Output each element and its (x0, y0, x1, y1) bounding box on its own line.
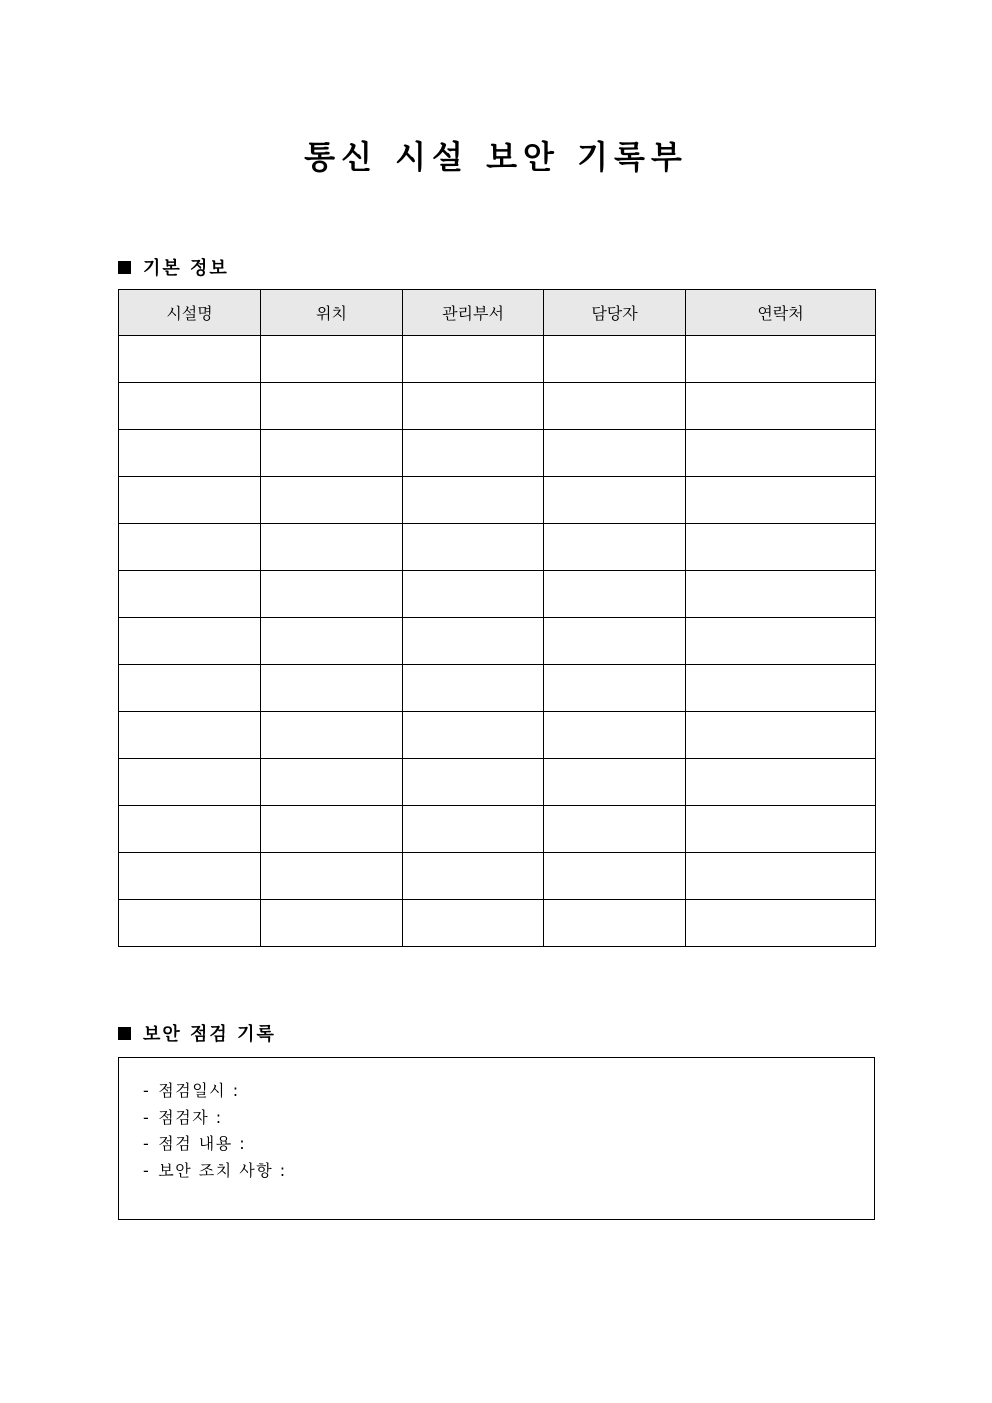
table-cell[interactable] (403, 806, 544, 853)
table-cell[interactable] (261, 571, 403, 618)
table-cell[interactable] (686, 900, 876, 947)
inspection-item-content (143, 1131, 874, 1158)
table-cell[interactable] (686, 665, 876, 712)
table-cell[interactable] (261, 806, 403, 853)
table-cell[interactable] (686, 618, 876, 665)
table-cell[interactable] (119, 712, 261, 759)
table-header-row (119, 290, 876, 336)
inspection-item-label: 점검 내용 : (158, 1134, 247, 1153)
table-cell[interactable] (403, 477, 544, 524)
inspection-item-label: 보안 조치 사항 : (158, 1160, 287, 1180)
table-cell[interactable] (261, 900, 403, 947)
inspection-list (119, 1058, 874, 1184)
table-row (119, 477, 876, 524)
table-cell[interactable] (119, 383, 261, 430)
table-row (119, 712, 876, 759)
table-cell[interactable] (686, 336, 876, 383)
table-cell[interactable] (544, 430, 686, 477)
table-row (119, 665, 876, 712)
section-heading-inspection (118, 1020, 276, 1046)
inspection-item-label: 점검일시 : (158, 1081, 240, 1100)
table-cell[interactable] (261, 759, 403, 806)
page-title: 통신 시설 보안 기록부 (304, 138, 688, 176)
table-cell[interactable] (403, 571, 544, 618)
square-bullet-icon (118, 1027, 131, 1040)
table-cell[interactable] (544, 618, 686, 665)
dash-bullet: - (143, 1107, 151, 1127)
table-cell[interactable] (686, 571, 876, 618)
table-cell[interactable] (403, 336, 544, 383)
table-body (119, 336, 876, 947)
table-row (119, 430, 876, 477)
table-cell[interactable] (544, 806, 686, 853)
table-cell[interactable] (261, 477, 403, 524)
table-cell[interactable] (119, 665, 261, 712)
table-cell[interactable] (119, 759, 261, 806)
column-header-location: 위치 (261, 290, 403, 336)
column-header-contact: 연락처 (686, 290, 876, 336)
table-cell[interactable] (403, 524, 544, 571)
table-cell[interactable] (119, 618, 261, 665)
table-cell[interactable] (544, 665, 686, 712)
table-row (119, 853, 876, 900)
table-cell[interactable] (119, 477, 261, 524)
table-cell[interactable] (686, 477, 876, 524)
table-row (119, 806, 876, 853)
inspection-item-security-actions (143, 1158, 874, 1185)
table-cell[interactable] (544, 477, 686, 524)
section-heading-label: 보안 점검 기록 (143, 1024, 276, 1045)
table-cell[interactable] (544, 853, 686, 900)
table-cell[interactable] (686, 853, 876, 900)
dash-bullet: - (143, 1081, 151, 1100)
table-cell[interactable] (119, 806, 261, 853)
table-cell[interactable] (686, 759, 876, 806)
table-cell[interactable] (403, 853, 544, 900)
dash-bullet: - (143, 1160, 151, 1180)
table-cell[interactable] (686, 806, 876, 853)
column-header-department: 관리부서 (403, 290, 544, 336)
table-cell[interactable] (403, 430, 544, 477)
table-cell[interactable] (403, 759, 544, 806)
dash-bullet: - (143, 1134, 151, 1153)
basic-info-table (118, 289, 876, 947)
table-cell[interactable] (403, 665, 544, 712)
table-cell[interactable] (403, 383, 544, 430)
table-cell[interactable] (261, 336, 403, 383)
table-cell[interactable] (119, 900, 261, 947)
table-cell[interactable] (119, 853, 261, 900)
table-row (119, 383, 876, 430)
table-row (119, 571, 876, 618)
table-cell[interactable] (261, 712, 403, 759)
table-cell[interactable] (686, 712, 876, 759)
table-cell[interactable] (119, 524, 261, 571)
table-cell[interactable] (686, 524, 876, 571)
table-cell[interactable] (544, 383, 686, 430)
table-cell[interactable] (544, 759, 686, 806)
square-bullet-icon (118, 261, 131, 274)
table-row (119, 900, 876, 947)
table-cell[interactable] (544, 336, 686, 383)
table-cell[interactable] (119, 430, 261, 477)
table-cell[interactable] (403, 900, 544, 947)
table-cell[interactable] (261, 853, 403, 900)
column-header-facility-name: 시설명 (119, 290, 261, 336)
table-cell[interactable] (261, 383, 403, 430)
table-cell[interactable] (544, 571, 686, 618)
table-row (119, 759, 876, 806)
column-header-manager: 담당자 (544, 290, 686, 336)
table-cell[interactable] (403, 712, 544, 759)
table-row (119, 524, 876, 571)
table-cell[interactable] (403, 618, 544, 665)
table-cell[interactable] (544, 712, 686, 759)
table-row (119, 336, 876, 383)
inspection-record-box (118, 1057, 875, 1220)
section-heading-basic-info (118, 254, 229, 280)
inspection-item-inspector (143, 1105, 874, 1132)
table-cell[interactable] (261, 524, 403, 571)
table-cell[interactable] (261, 618, 403, 665)
inspection-item-label: 점검자 : (158, 1107, 223, 1127)
table-cell[interactable] (544, 524, 686, 571)
table-cell[interactable] (544, 900, 686, 947)
section-heading-label: 기본 정보 (143, 258, 229, 279)
table-cell[interactable] (261, 665, 403, 712)
table-row (119, 618, 876, 665)
inspection-item-datetime (143, 1078, 874, 1105)
table-cell[interactable] (686, 383, 876, 430)
table-cell[interactable] (119, 571, 261, 618)
table-cell[interactable] (261, 430, 403, 477)
table-cell[interactable] (686, 430, 876, 477)
table-cell[interactable] (119, 336, 261, 383)
